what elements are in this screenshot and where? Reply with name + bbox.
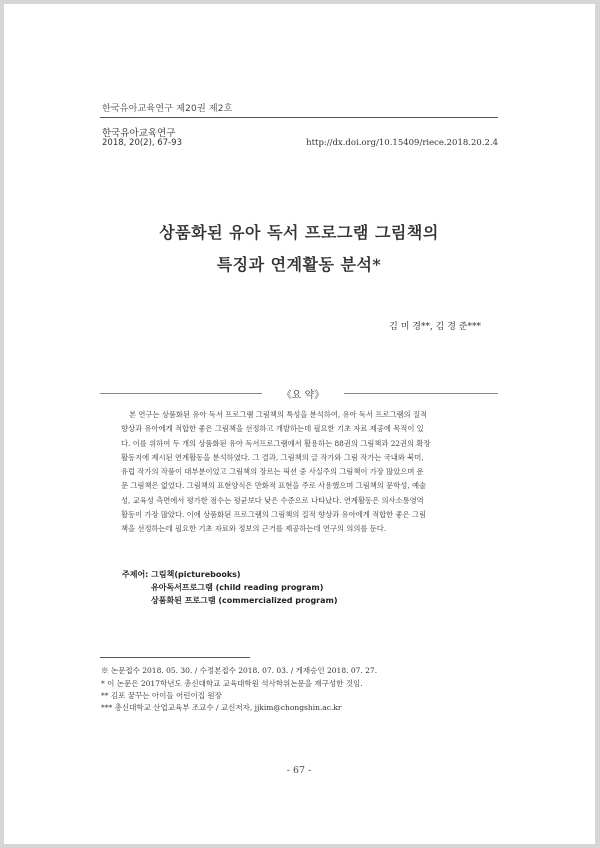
abstract-line: 문 그림책은 없었다. 그림책의 표현양식은 만화적 표현을 주로 사용했으며 그림책의 문학성, 예술: [121, 481, 427, 491]
journal-series-line: 한국유아교육연구 제20권 제2호: [102, 104, 233, 114]
page-number: - 67 -: [286, 765, 312, 776]
header-rule: [100, 117, 498, 118]
authors: 김 미 경**, 김 경 준***: [389, 322, 481, 332]
abstract-line: 향상과 유아에게 적합한 좋은 그림책을 선정하고 개발하는데 필요한 기초 자료 제공에 목적이 있: [121, 424, 424, 434]
abstract-line: 활동이 가장 많았다. 이에 상품화된 프로그램의 그림책의 질적 향상과 유아에게 적합한 좋은 그림: [121, 510, 427, 520]
keyword-item: 그림책(picturebooks): [151, 570, 241, 579]
abstract-line: 본 연구는 상품화된 유아 독서 프로그램 그림책의 특성을 분석하여, 유아 독서 프로그램의 질적: [129, 410, 428, 419]
abstract-heading: 《요 약》: [281, 390, 325, 401]
keywords-label: 주제어:: [122, 570, 152, 579]
abstract-line: 책을 선정하는데 필요한 기초 자료와 정보의 근거를 제공하는데 연구의 의의를 둔다.: [121, 524, 387, 534]
footnote-thesis: * 이 논문은 2017학년도 총신대학교 교육대학원 석사학위논문을 재구성한 것임.: [101, 679, 363, 688]
abstract-rule-right: [344, 393, 498, 394]
doi-link[interactable]: http://dx.doi.org/10.15409/riece.2018.20.2.4: [306, 138, 498, 148]
abstract-line: 다. 이를 위하여 두 개의 상품화된 유아 독서프로그램에서 활용하는 88권의 그림책과 22권의 확장: [121, 438, 431, 448]
footnote-author-1: ** 김포 꿈꾸는 아이들 어린이집 원장: [101, 691, 222, 700]
abstract-line: 활동지에 제시된 연계활동을 분석하였다. 그 결과, 그림책의 글 작가와 그림 작가는 국내와 북미,: [121, 452, 424, 462]
keyword-item: 상품화된 프로그램 (commercialized program): [151, 596, 338, 605]
abstract-rule-left: [100, 393, 262, 394]
abstract-line: 유럽 작가의 작품이 대부분이었고 그림책의 장르는 픽션 중 사실주의 그림책이 가장 많았으며 운: [121, 467, 424, 477]
journal-name: 한국유아교육연구: [102, 128, 176, 139]
paper-title-line-2: 특징과 연계활동 분석*: [216, 255, 382, 274]
abstract-body: [121, 408, 495, 537]
footnote-rule: [100, 657, 250, 658]
journal-issue: 2018, 20(2), 67-93: [102, 138, 182, 148]
footnote-author-2: *** 총신대학교 산업교육부 조교수 / 교신저자, jjkim@chongshin.ac.kr: [101, 703, 342, 712]
keyword-item: 유아독서프로그램 (child reading program): [151, 583, 324, 592]
paper-page: [4, 4, 595, 844]
keywords-first: [122, 569, 241, 580]
paper-title-line-1: 상품화된 유아 독서 프로그램 그림책의: [159, 223, 439, 242]
abstract-line: 성, 교육성 측면에서 평가한 점수는 평균보다 낮은 수준으로 나타났다. 연계활동은 의사소통영역: [121, 495, 424, 505]
footnote-dates: ※ 논문접수 2018. 05. 30. / 수정본접수 2018. 07. 03. / 게재승인 2018. 07. 27.: [101, 666, 378, 675]
